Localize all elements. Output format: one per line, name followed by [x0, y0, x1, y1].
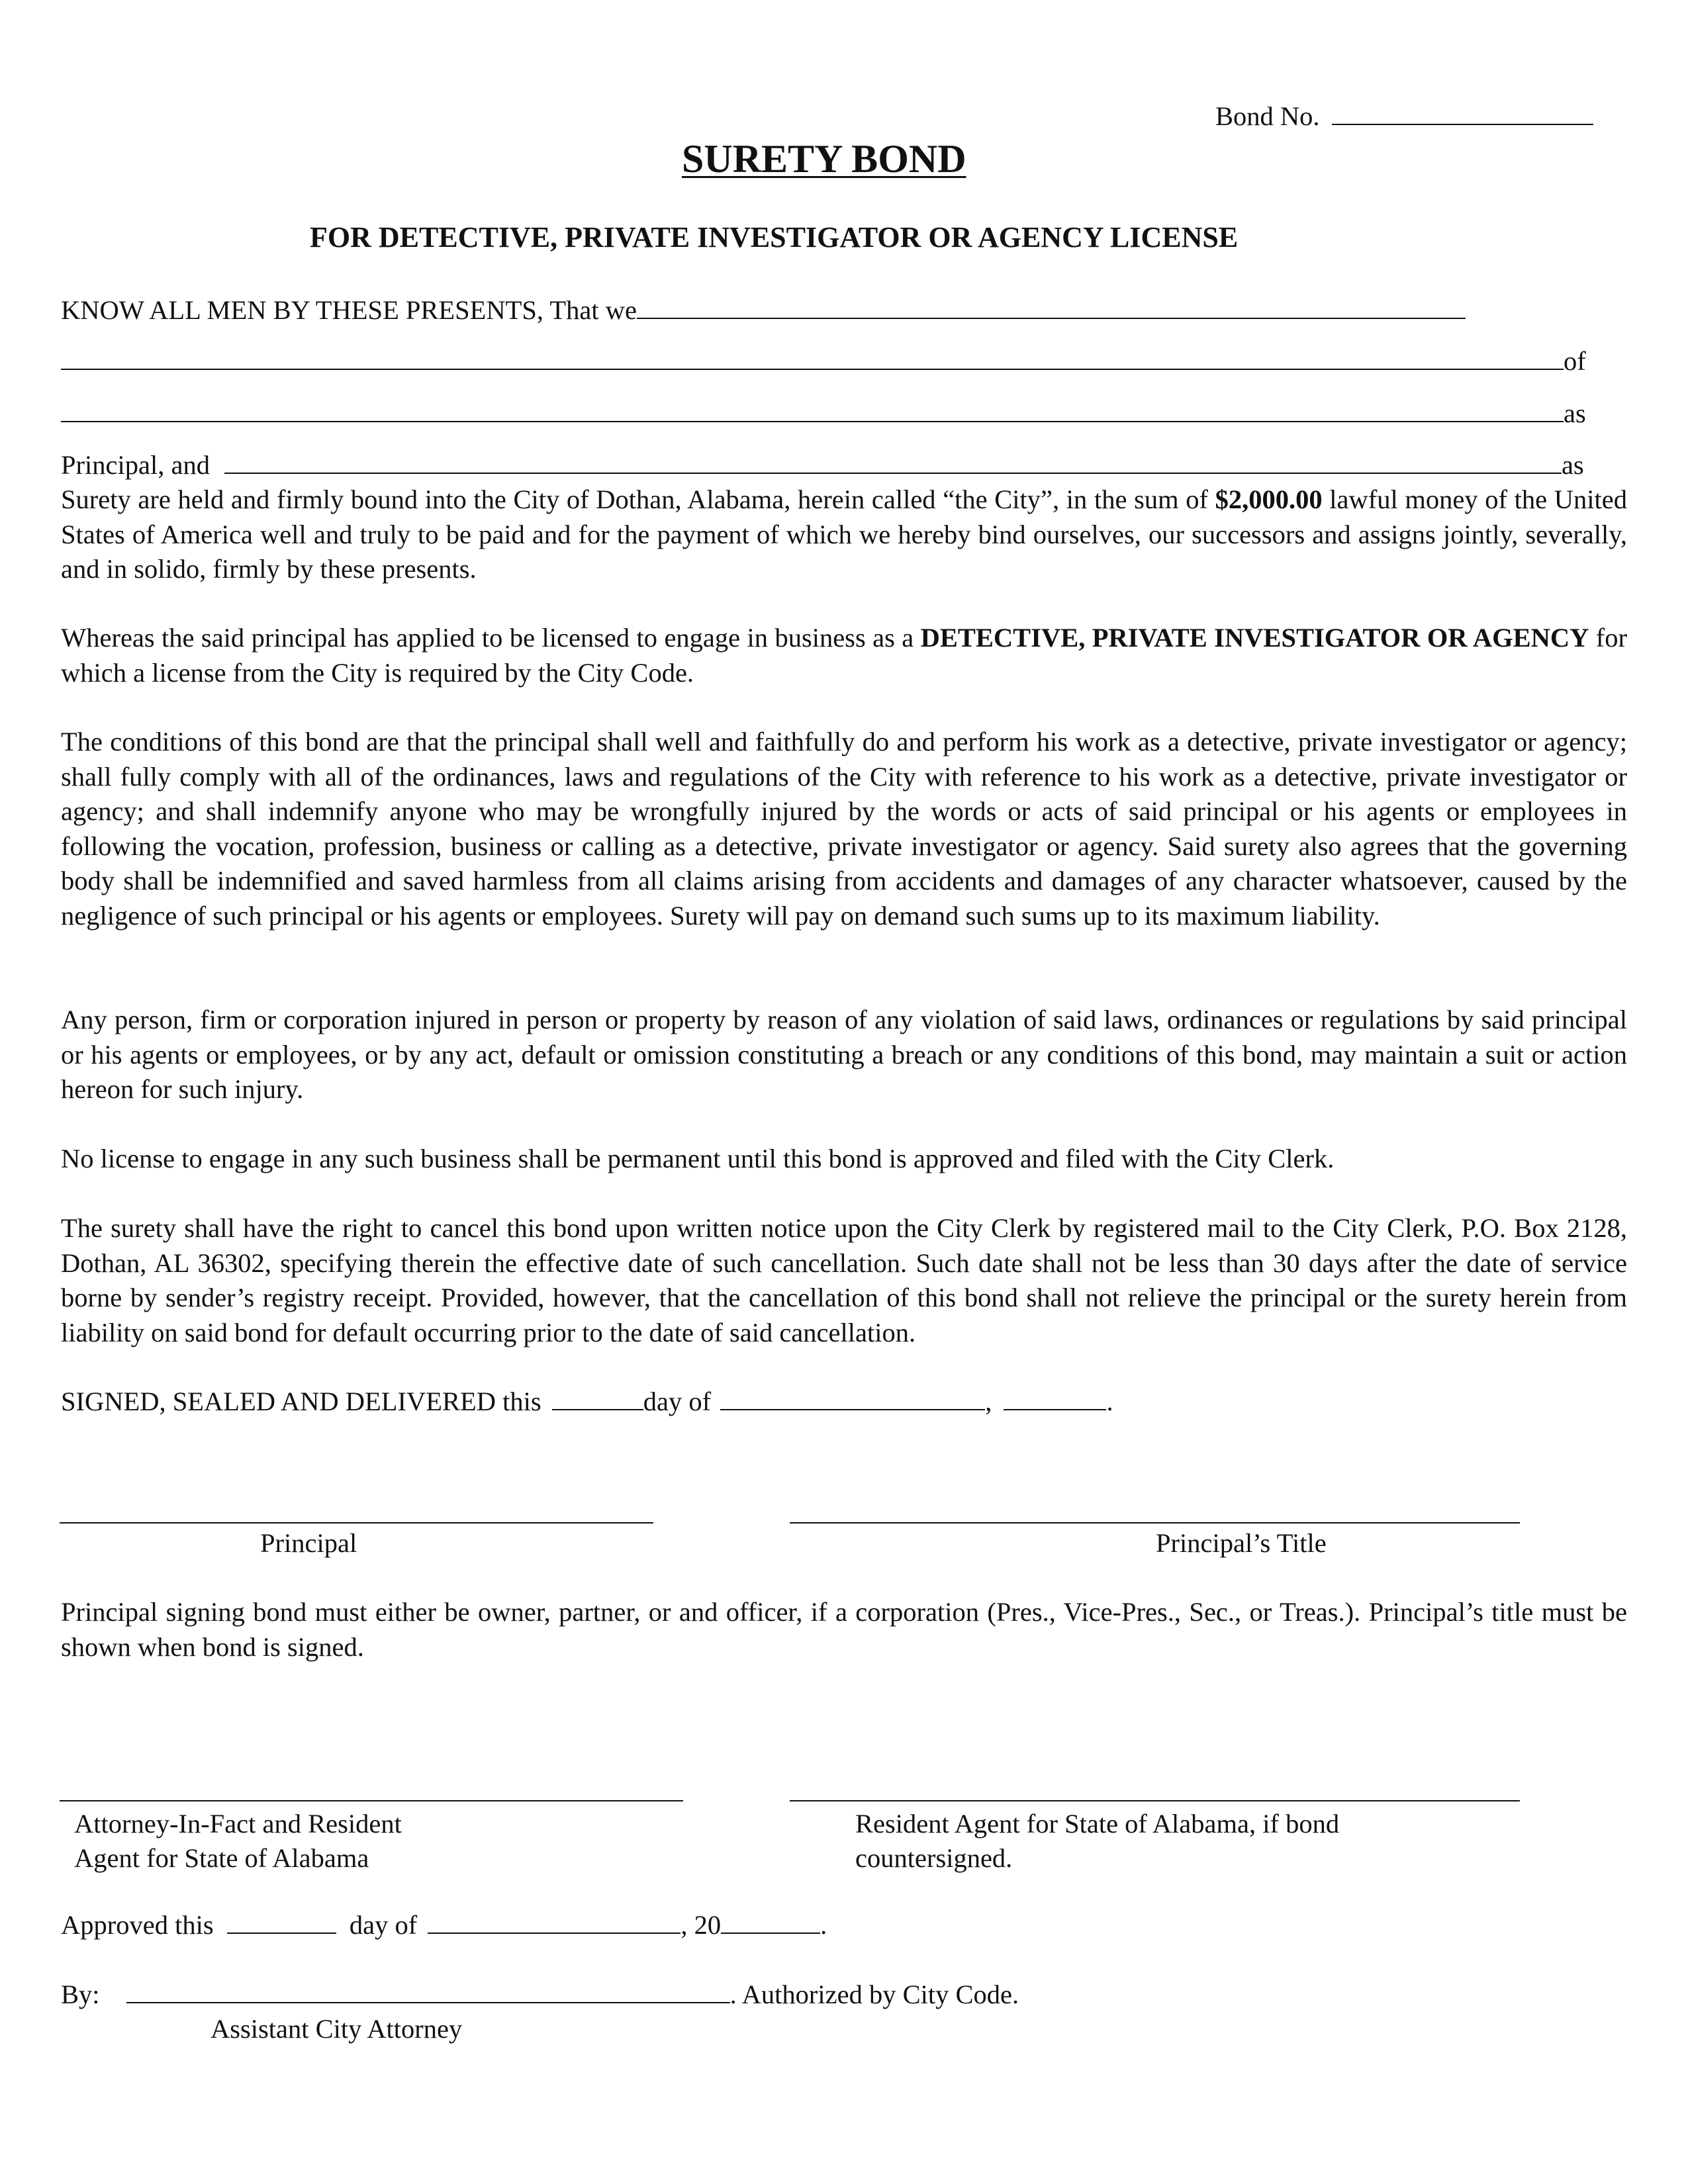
signed-day-field[interactable] — [552, 1387, 643, 1410]
parties-intro-row — [61, 293, 1466, 328]
attorney-label-1: Attorney-In-Fact and Resident — [74, 1809, 402, 1839]
license-type: DETECTIVE, PRIVATE INVESTIGATOR OR AGENCY — [920, 623, 1589, 653]
document-title: SURETY BOND — [682, 137, 966, 181]
principal-capacity-field[interactable] — [61, 398, 1564, 422]
whereas-text-2: for which a license from the City is required by the City Code. — [61, 623, 1627, 688]
of-label: of — [1564, 346, 1586, 376]
approved-year-field[interactable] — [721, 1910, 820, 1934]
principal-address-row — [61, 344, 1586, 379]
by-label: By: — [61, 1979, 100, 2009]
document-subtitle: FOR DETECTIVE, PRIVATE INVESTIGATOR OR AGENCY LICENSE — [310, 221, 1239, 253]
no-license-paragraph: No license to engage in any such business shall be permanent until this bond is approved and filed with the City Clerk. — [61, 1144, 1335, 1173]
principal-label: Principal — [260, 1528, 357, 1558]
as-label-1: as — [1564, 398, 1586, 428]
approved-day-of: day of — [349, 1910, 418, 1940]
surety-name-field[interactable] — [224, 450, 1562, 474]
approved-month-field[interactable] — [428, 1910, 680, 1934]
principal-capacity-row — [61, 396, 1586, 432]
surety-text-2: lawful money of the United States of America well and truly to be paid and for the payment of which we hereby bind ourselves, our successors and assigns jointly, severally, and in solido, firmly by these presents. — [61, 484, 1628, 584]
attorney-signature-line[interactable] — [60, 1800, 683, 1801]
surety-name-row — [61, 448, 1584, 483]
bond-number-row — [1215, 99, 1593, 134]
parties-intro: KNOW ALL MEN BY THESE PRESENTS, That we — [61, 295, 637, 325]
by-row — [61, 1978, 1019, 2013]
signed-comma: , — [985, 1387, 992, 1416]
resident-agent-label-1: Resident Agent for State of Alabama, if bond — [855, 1809, 1340, 1839]
whereas-text-1: Whereas the said principal has applied to be licensed to engage in business as a — [61, 623, 914, 653]
authorized-text: . Authorized by City Code. — [729, 1979, 1019, 2009]
city-attorney-signature-field[interactable] — [126, 1979, 730, 2003]
approved-row — [61, 1908, 827, 1943]
approved-label: Approved this — [61, 1910, 214, 1940]
principal-and-label: Principal, and — [61, 450, 210, 480]
conditions-paragraph: The conditions of this bond are that the principal shall well and faithfully do and perform his work as a detective, private investigator or agency; shall fully comply with all of the ordinances, laws and regulations of the City with reference to his work as a detective, private investigator or agency; and shall indemnify anyone who may be wrongfully injured by the words or acts of said principal or his agents or employees in following the vocation, profession, business or calling as a detective, private investigator or agency. Said surety also agrees that the governing body shall be indemnified and saved harmless from all claims arising from accidents and damages of any character whatsoever, caused by the negligence of such principal or his agents or employees. Surety will pay on demand such sums up to its maximum liability. — [61, 727, 1627, 931]
signed-day-of: day of — [643, 1387, 712, 1416]
bond-number-label: Bond No. — [1215, 101, 1320, 131]
surety-paragraph — [61, 482, 1627, 587]
principal-title-line[interactable] — [790, 1522, 1520, 1524]
principal-name-field[interactable] — [637, 295, 1466, 319]
attorney-label-2: Agent for State of Alabama — [74, 1843, 369, 1873]
signed-row — [61, 1385, 1113, 1420]
any-person-paragraph: Any person, firm or corporation injured in person or property by reason of any violation of said laws, ordinances or regulations by said principal or his agents or employees, or by any act, default or omission constituting a breach or any conditions of this bond, may maintain a suit or action hereon for such injury. — [61, 1005, 1627, 1104]
principal-address-field[interactable] — [61, 346, 1564, 370]
whereas-paragraph — [61, 621, 1627, 690]
approved-day-field[interactable] — [227, 1910, 336, 1934]
resident-agent-signature-line[interactable] — [790, 1800, 1520, 1801]
bond-number-field[interactable] — [1332, 101, 1593, 125]
resident-agent-label-2: countersigned. — [855, 1843, 1013, 1873]
signed-label: SIGNED, SEALED AND DELIVERED this — [61, 1387, 541, 1416]
approved-year-prefix: , 20 — [680, 1910, 722, 1940]
bond-amount: $2,000.00 — [1215, 484, 1323, 514]
signed-year-field[interactable] — [1004, 1387, 1106, 1410]
assistant-city-attorney-label: Assistant City Attorney — [211, 2014, 463, 2044]
surety-text-1: Surety are held and firmly bound into the City of Dothan, Alabama, herein called “the City”, in the sum of — [61, 484, 1208, 514]
principal-title-label: Principal’s Title — [1156, 1528, 1327, 1558]
approved-period: . — [820, 1910, 827, 1940]
as-label-2: as — [1561, 450, 1584, 480]
signed-period: . — [1106, 1387, 1113, 1416]
principal-note: Principal signing bond must either be owner, partner, or and officer, if a corporation (Pres., Vice-Pres., Sec., or Treas.). Principal’s title must be shown when bond is signed. — [61, 1597, 1627, 1662]
cancellation-paragraph: The surety shall have the right to cancel this bond upon written notice upon the City Clerk by registered mail to the City Clerk, P.O. Box 2128, Dothan, AL 36302, specifying therein the effective date of such cancellation. Such date shall not be less than 30 days after the date of service borne by sender’s registry receipt. Provided, however, that the cancellation of this bond shall not relieve the principal or the surety herein from liability on said bond for default occurring prior to the date of said cancellation. — [61, 1213, 1627, 1347]
signed-month-field[interactable] — [720, 1387, 985, 1410]
principal-signature-line[interactable] — [60, 1522, 653, 1524]
